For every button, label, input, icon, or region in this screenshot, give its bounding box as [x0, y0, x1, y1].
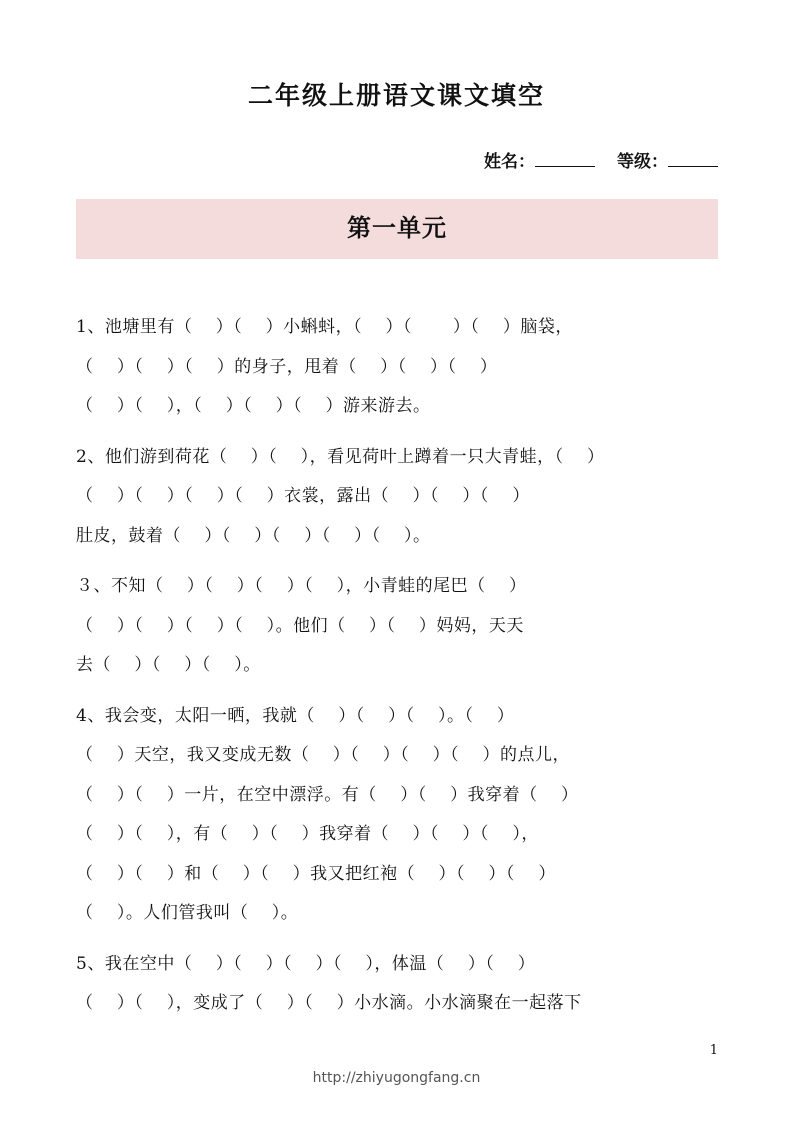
question-line: （ ）（ ）（ ）（ ）。他们（ ）（ ）妈妈，天天 — [76, 615, 524, 636]
question-line: （ ）（ ）一片，在空中漂浮。有（ ）（ ）我穿着（ ） — [76, 784, 579, 805]
grade-label: 等级： — [617, 152, 668, 172]
question-line: 肚皮，鼓着（ ）（ ）（ ）（ ）（ ）。 — [76, 525, 431, 546]
question-line: 4、我会变，太阳一晒，我就（ ）（ ）（ ）。（ ） — [76, 705, 515, 726]
grade-blank — [668, 150, 718, 167]
name-blank — [535, 150, 595, 167]
question-line: （ ）（ ）和（ ）（ ）我又把红袍（ ）（ ）（ ） — [76, 863, 556, 884]
page-number: 1 — [709, 1043, 718, 1058]
footer-url: http://zhiyugongfang.cn — [312, 1070, 481, 1086]
question-list — [76, 308, 736, 1035]
question-line: （ ）（ ）（ ）（ ）衣裳，露出（ ）（ ）（ ） — [76, 486, 530, 506]
question-line: （ ）（ ），（ ）（ ）（ ）游来游去。 — [76, 396, 431, 416]
question-line: （ ）天空，我又变成无数（ ）（ ）（ ）（ ）的点儿， — [76, 745, 571, 765]
question-line: 2、他们游到荷花（ ）（ ），看见荷叶上蹲着一只大青蛙，（ ） — [76, 446, 605, 467]
question-line: ３、不知（ ）（ ）（ ）（ ），小青蛙的尾巴（ ） — [76, 576, 527, 596]
name-label: 姓名： — [484, 152, 535, 172]
question-4 — [76, 697, 736, 934]
question-line: （ ）（ ），变成了（ ）（ ）小水滴。小水滴聚在一起落下 — [76, 993, 582, 1013]
question-line: （ ）（ ），有（ ）（ ）我穿着（ ）（ ）（ ）， — [76, 824, 539, 844]
question-1 — [76, 308, 736, 427]
unit-heading: 第一单元 — [76, 199, 718, 259]
question-2 — [76, 438, 736, 557]
question-line: 1、池塘里有（ ）（ ）小蝌蚪，（ ）（ ）（ ）脑袋， — [76, 317, 573, 337]
question-line: 5、我在空中（ ）（ ）（ ）（ ），体温（ ）（ ） — [76, 953, 536, 974]
question-5 — [76, 945, 736, 1024]
document-title: 二年级上册语文课文填空 — [247, 81, 545, 110]
question-line: 去（ ）（ ）（ ）。 — [76, 655, 261, 675]
student-info — [484, 147, 718, 172]
question-line: （ ）（ ）（ ）的身子，甩着（ ）（ ）（ ） — [76, 356, 498, 377]
question-line: （ ）。人们管我叫（ ）。 — [76, 903, 299, 923]
question-3 — [76, 567, 736, 686]
